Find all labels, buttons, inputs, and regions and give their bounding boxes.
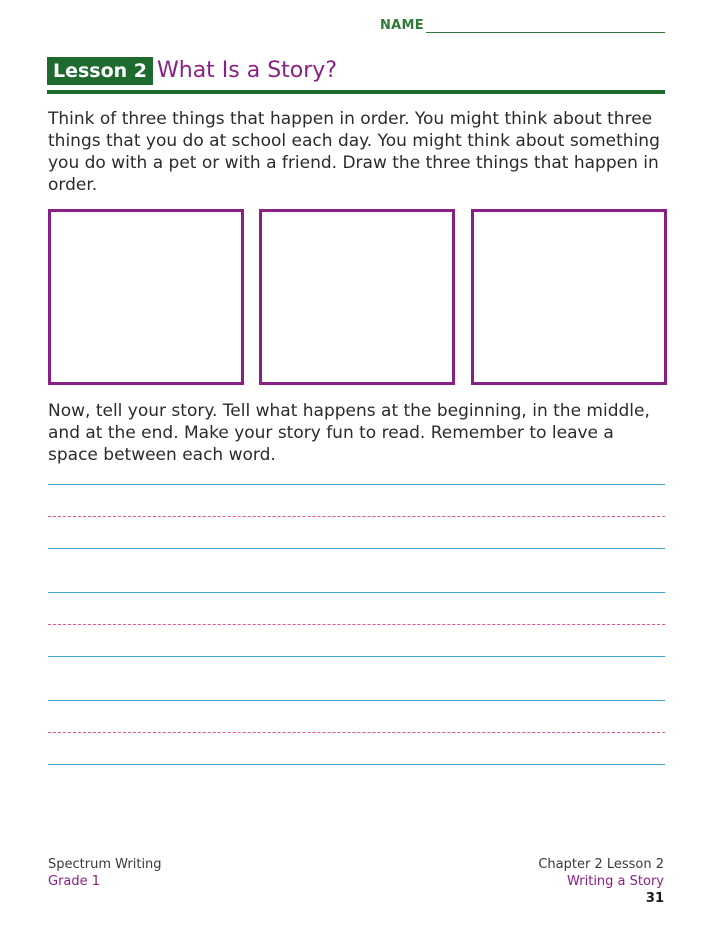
drawing-box-3[interactable] bbox=[471, 209, 667, 385]
footer-left bbox=[48, 856, 162, 890]
name-field bbox=[380, 18, 665, 38]
writing-line-base[interactable] bbox=[48, 548, 665, 549]
writing-line-base[interactable] bbox=[48, 764, 665, 765]
writing-line-mid bbox=[48, 624, 665, 625]
page-title: What Is a Story? bbox=[157, 58, 338, 83]
drawing-instructions: Think of three things that happen in order. You might think about three things that you do at school each day. You might think about something you do with a pet or with a friend. Draw the three things that happen in order. bbox=[48, 109, 660, 195]
writing-line-top[interactable] bbox=[48, 592, 665, 593]
name-label: NAME bbox=[380, 18, 424, 33]
writing-line-top[interactable] bbox=[48, 484, 665, 485]
grade-label: Grade 1 bbox=[48, 874, 101, 889]
writing-line-top[interactable] bbox=[48, 700, 665, 701]
topic-label: Writing a Story bbox=[567, 874, 664, 889]
page-number: 31 bbox=[645, 891, 664, 906]
chapter-label: Chapter 2 Lesson 2 bbox=[538, 857, 664, 872]
drawing-box-1[interactable] bbox=[48, 209, 244, 385]
publisher-label: Spectrum Writing bbox=[48, 857, 162, 872]
title-divider bbox=[47, 90, 665, 94]
lesson-badge: Lesson 2 bbox=[47, 57, 153, 85]
writing-instructions: Now, tell your story. Tell what happens at the beginning, in the middle, and at the end. Make your story fun to read. Remember to leave a space between each word. bbox=[48, 401, 650, 465]
writing-line-base[interactable] bbox=[48, 656, 665, 657]
footer-right bbox=[538, 856, 664, 890]
writing-line-mid bbox=[48, 732, 665, 733]
writing-line-mid bbox=[48, 516, 665, 517]
drawing-box-2[interactable] bbox=[259, 209, 455, 385]
name-write-line[interactable] bbox=[426, 32, 665, 33]
